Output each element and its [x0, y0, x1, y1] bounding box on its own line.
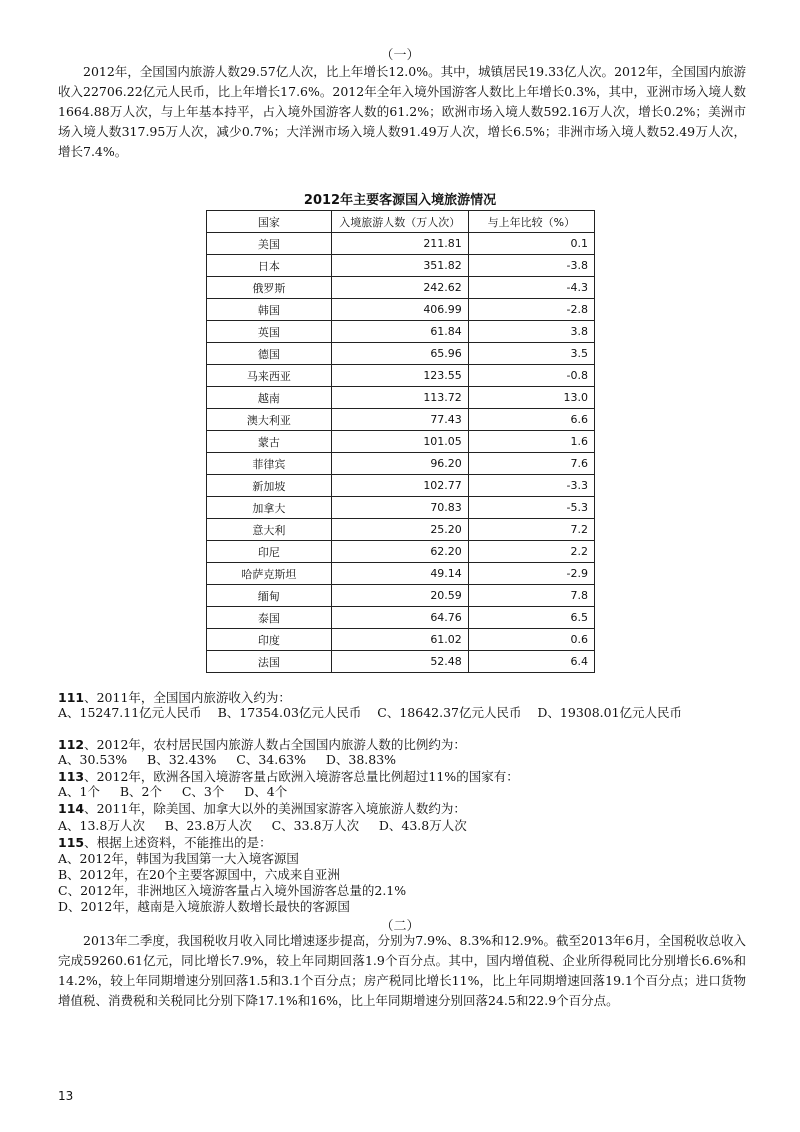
header-country: 国家 — [207, 211, 332, 233]
change-cell: 3.8 — [468, 321, 594, 343]
table-row — [207, 563, 595, 585]
section1-paragraph: 2012年，全国国内旅游人数29.57亿人次，比上年增长12.0%。其中，城镇居民19.33亿人次。2012年，全国国内旅游收入22706.22亿元人民币，比上年增长17.6%。2012年全年入境外国游客人数比上年增长0.3%，其中，亚洲市场入境人数1664.88万人次，与上年基本持平，占入境外国游客人数的61.2%；欧洲市场入境人数592.16万人次，增长0.2%；美洲市场入境人数317.95万人次，减少0.7%；大洋洲市场入境人数91.49万人次，增长6.5%；非洲市场入境人数52.49万人次，增长7.4%。 — [58, 64, 746, 159]
question-114-options: A、13.8万人次 B、23.8万人次 C、33.8万人次 D、43.8万人次 — [58, 818, 467, 833]
country-cell: 韩国 — [207, 299, 332, 321]
table-title: 2012年主要客源国入境旅游情况 — [303, 193, 497, 208]
arrivals-cell: 96.20 — [331, 453, 468, 475]
table-row — [207, 431, 595, 453]
arrivals-cell: 101.05 — [331, 431, 468, 453]
country-cell: 意大利 — [207, 519, 332, 541]
arrivals-cell: 61.84 — [331, 321, 468, 343]
table-row — [207, 453, 595, 475]
arrivals-cell: 64.76 — [331, 607, 468, 629]
question-111: 111、2011年，全国国内旅游收入约为： — [58, 690, 291, 705]
arrivals-cell: 49.14 — [331, 563, 468, 585]
country-cell: 越南 — [207, 387, 332, 409]
country-cell: 印尼 — [207, 541, 332, 563]
country-cell: 菲律宾 — [207, 453, 332, 475]
country-cell: 法国 — [207, 651, 332, 673]
change-cell: 6.4 — [468, 651, 594, 673]
table-row — [207, 277, 595, 299]
table-row — [207, 651, 595, 673]
table-row — [207, 387, 595, 409]
table-row — [207, 409, 595, 431]
question-114: 114、2011年，除美国、加拿大以外的美洲国家游客入境旅游人数约为： — [58, 801, 466, 816]
arrivals-cell: 102.77 — [331, 475, 468, 497]
country-cell: 英国 — [207, 321, 332, 343]
table-row — [207, 519, 595, 541]
question-112: 112、2012年，农村居民国内旅游人数占全国国内旅游人数的比例约为： — [58, 737, 466, 752]
table-row — [207, 233, 595, 255]
question-112-options: A、30.53% B、32.43% C、34.63% D、38.83% — [58, 752, 397, 767]
arrivals-cell: 25.20 — [331, 519, 468, 541]
section2-paragraph: 2013年二季度，我国税收月收入同比增速逐步提高，分别为7.9%、8.3%和12.9%。截至2013年6月，全国税收总收入完成59260.61亿元，同比增长7.9%，较上年同期回落1.9个百分点。其中，国内增值税、企业所得税同比分别增长6.6%和14.2%，较上年同期增速分别回落1.5和3.1个百分点；房产税同比增长11%，比上年同期增速回落19.1个百分点；进口货物增值税、消费税和关税同比分别下降17.1%和16%，比上年同期增速分别回落24.5和22.9个百分点。 — [58, 933, 746, 1008]
arrivals-cell: 123.55 — [331, 365, 468, 387]
country-cell: 蒙古 — [207, 431, 332, 453]
table-row — [207, 497, 595, 519]
question-113-options: A、1个 B、2个 C、3个 D、4个 — [58, 784, 288, 799]
change-cell: 3.5 — [468, 343, 594, 365]
country-cell: 缅甸 — [207, 585, 332, 607]
table-row — [207, 321, 595, 343]
table-row — [207, 607, 595, 629]
country-cell: 美国 — [207, 233, 332, 255]
country-cell: 泰国 — [207, 607, 332, 629]
table-row — [207, 475, 595, 497]
change-cell: -0.8 — [468, 365, 594, 387]
change-cell: 6.5 — [468, 607, 594, 629]
table-row — [207, 585, 595, 607]
arrivals-cell: 65.96 — [331, 343, 468, 365]
table-row — [207, 255, 595, 277]
section1-heading: （一） — [380, 48, 420, 63]
header-arrivals: 入境旅游人数（万人次） — [331, 211, 468, 233]
table-row — [207, 365, 595, 387]
change-cell: -4.3 — [468, 277, 594, 299]
arrivals-cell: 406.99 — [331, 299, 468, 321]
arrivals-cell: 61.02 — [331, 629, 468, 651]
question-113: 113、2012年，欧洲各国入境游客量占欧洲入境游客总量比例超过11%的国家有： — [58, 769, 519, 784]
arrivals-cell: 351.82 — [331, 255, 468, 277]
change-cell: 7.6 — [468, 453, 594, 475]
arrivals-cell: 52.48 — [331, 651, 468, 673]
table-row — [207, 629, 595, 651]
change-cell: -5.3 — [468, 497, 594, 519]
arrivals-cell: 113.72 — [331, 387, 468, 409]
country-cell: 加拿大 — [207, 497, 332, 519]
arrivals-cell: 77.43 — [331, 409, 468, 431]
change-cell: -3.3 — [468, 475, 594, 497]
table-row — [207, 299, 595, 321]
country-cell: 日本 — [207, 255, 332, 277]
page-number: 13 — [58, 1089, 74, 1103]
arrivals-cell: 62.20 — [331, 541, 468, 563]
header-change: 与上年比较（%） — [468, 211, 594, 233]
change-cell: 7.2 — [468, 519, 594, 541]
tourism-table — [206, 210, 595, 673]
change-cell: 2.2 — [468, 541, 594, 563]
arrivals-cell: 20.59 — [331, 585, 468, 607]
table-row — [207, 343, 595, 365]
change-cell: 6.6 — [468, 409, 594, 431]
change-cell: 0.1 — [468, 233, 594, 255]
table-row — [207, 541, 595, 563]
question-115: 115、根据上述资料，不能推出的是： — [58, 835, 272, 850]
question-115-options: A、2012年，韩国为我国第一大入境客源国 B、2012年，在20个主要客源国中，六成来自亚洲 C、2012年，非洲地区入境游客量占入境外国游客总量的2.1% D、2012年，越南是入境旅游人数增长最快的客源国 — [58, 851, 407, 914]
table-header-row — [207, 211, 595, 233]
change-cell: 13.0 — [468, 387, 594, 409]
country-cell: 印度 — [207, 629, 332, 651]
change-cell: 1.6 — [468, 431, 594, 453]
arrivals-cell: 242.62 — [331, 277, 468, 299]
country-cell: 哈萨克斯坦 — [207, 563, 332, 585]
question-111-options: A、15247.11亿元人民币 B、17354.03亿元人民币 C、18642.37亿元人民币 D、19308.01亿元人民币 — [58, 705, 683, 720]
country-cell: 德国 — [207, 343, 332, 365]
country-cell: 澳大利亚 — [207, 409, 332, 431]
country-cell: 马来西亚 — [207, 365, 332, 387]
arrivals-cell: 211.81 — [331, 233, 468, 255]
change-cell: 0.6 — [468, 629, 594, 651]
arrivals-cell: 70.83 — [331, 497, 468, 519]
change-cell: 7.8 — [468, 585, 594, 607]
change-cell: -3.8 — [468, 255, 594, 277]
country-cell: 新加坡 — [207, 475, 332, 497]
country-cell: 俄罗斯 — [207, 277, 332, 299]
change-cell: -2.9 — [468, 563, 594, 585]
section2-heading: （二） — [380, 919, 420, 934]
change-cell: -2.8 — [468, 299, 594, 321]
